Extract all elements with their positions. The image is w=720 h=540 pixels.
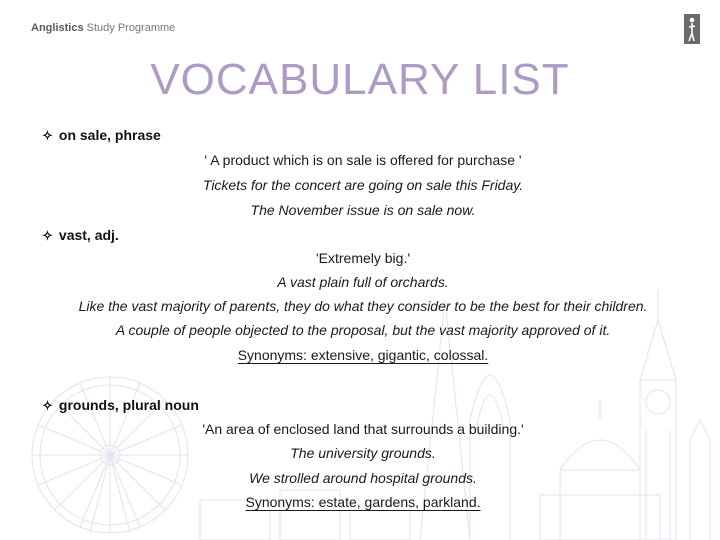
- definition-text: 'Extremely big.': [315, 250, 411, 266]
- synonyms-line: [0, 494, 720, 510]
- person-figure-icon: [684, 14, 700, 44]
- example-text: A vast plain full of orchards.: [277, 274, 449, 290]
- term-heading: [42, 127, 161, 143]
- example-text: Tickets for the concert are going on sale this Friday.: [202, 177, 524, 193]
- synonyms-text: Synonyms: estate, gardens, parkland.: [245, 494, 481, 510]
- brand-subtitle: Study Programme: [83, 22, 176, 34]
- definition-text: 'An area of enclosed land that surrounds a building.': [202, 421, 524, 437]
- brand-name: Anglistics: [31, 22, 84, 34]
- synonyms-line: [0, 347, 720, 363]
- term-label: grounds, plural noun: [58, 397, 199, 413]
- brand-label: [31, 22, 175, 34]
- diamond-bullet-icon: ✧: [42, 127, 53, 143]
- example-text: Like the vast majority of parents, they do what they consider to be the best for their children.: [78, 298, 648, 314]
- example-text: We strolled around hospital grounds.: [249, 470, 477, 486]
- example-text: A couple of people objected to the proposal, but the vast majority approved of it.: [115, 322, 611, 338]
- example-text: The November issue is on sale now.: [250, 202, 476, 218]
- definition-text: ' A product which is on sale is offered for purchase ': [204, 152, 522, 168]
- term-heading: [42, 397, 199, 413]
- term-label: on sale, phrase: [58, 127, 161, 143]
- example-text: The university grounds.: [290, 445, 436, 461]
- synonyms-text: Synonyms: extensive, gigantic, colossal.: [237, 347, 489, 363]
- diamond-bullet-icon: ✧: [42, 227, 53, 243]
- diamond-bullet-icon: ✧: [42, 397, 53, 413]
- term-heading: [42, 227, 119, 243]
- term-label: vast, adj.: [58, 227, 119, 243]
- page-title: VOCABULARY LIST: [150, 55, 570, 104]
